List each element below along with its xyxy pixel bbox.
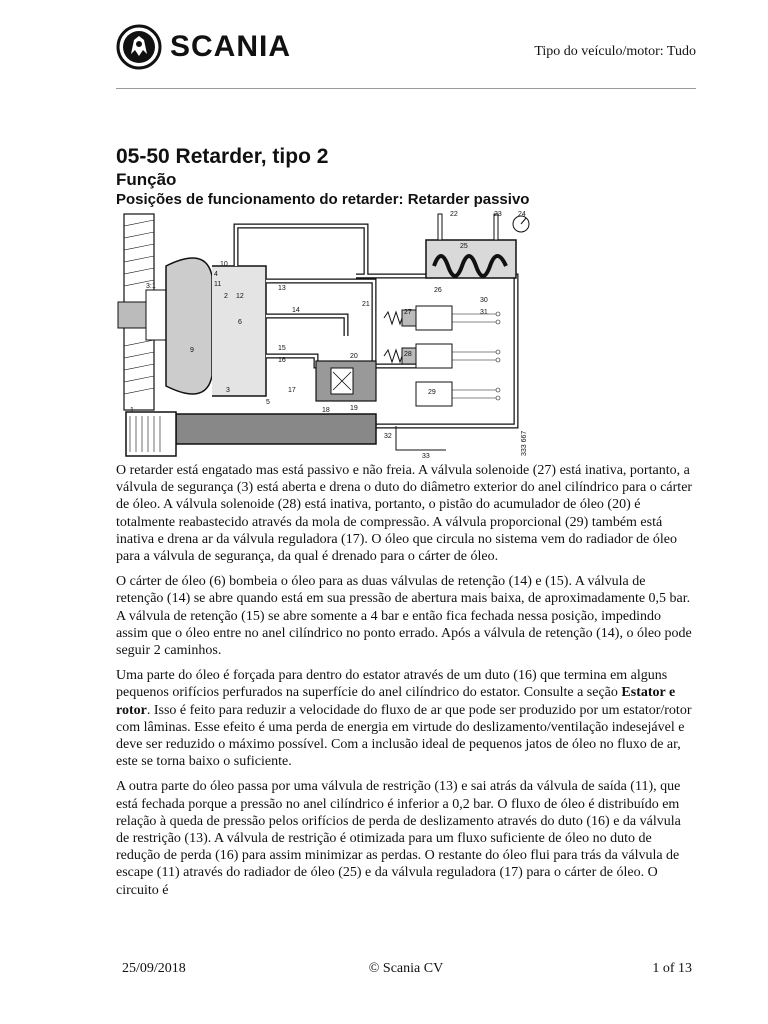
- svg-text:30: 30: [480, 297, 488, 304]
- paragraph-2: O cárter de óleo (6) bombeia o óleo para as duas válvulas de retenção (14) e (15). A válvula de retenção (14) se abre quando está em sua pressão de abertura mais baixa, de aproximadamente 0,5 bar. A válvula de retenção (15) se abre somente a 4 bar e então fica fechada nessa posição, impedindo assim que o óleo entre no anel cilíndrico no ponto errado. Após a válvula de retenção (14), o óleo pode seguir 2 caminhos.: [116, 574, 692, 659]
- section-reference: Estator e rotor: [116, 685, 676, 718]
- page-subtitle: Função: [116, 170, 177, 189]
- svg-text:2: 2: [224, 293, 228, 300]
- svg-text:10: 10: [220, 261, 228, 268]
- svg-text:19: 19: [350, 405, 358, 412]
- ratio-label: 3:1: [146, 283, 156, 290]
- body-text: [116, 462, 696, 907]
- footer-copyright: © Scania CV: [368, 961, 444, 976]
- svg-text:16: 16: [278, 357, 286, 364]
- svg-text:24: 24: [518, 211, 526, 218]
- paragraph-4: A outra parte do óleo passa por uma válvula de restrição (13) e sai atrás da válvula de saída (11), que está fechada porque a pressão no anel cilíndrico é inferior a 0,2 bar. O fluxo de óleo é distribuído em relação à queda de pressão pelos orifícios de perda de deslizamento através do duto (16) e da válvula de restrição (13). A válvula de restrição é otimizada para um fluxo suficiente de óleo no duto de redução de perda (16) para assim minimizar as perdas. O restante do óleo flui para trás da válvula de escape (11) através do radiador de óleo (25) e da válvula reguladora (17) para o cárter de óleo. O circuito é: [116, 779, 681, 898]
- svg-text:25: 25: [460, 243, 468, 250]
- header-divider: [116, 88, 696, 89]
- page-title: 05-50 Retarder, tipo 2: [116, 145, 329, 168]
- svg-text:6: 6: [238, 319, 242, 326]
- section-title: Posições de funcionamento do retarder: Retarder passivo: [116, 191, 530, 208]
- footer-date: 25/09/2018: [122, 961, 186, 976]
- scania-logo: [116, 24, 291, 70]
- svg-text:21: 21: [362, 301, 370, 308]
- svg-text:18: 18: [322, 407, 330, 414]
- svg-text:15: 15: [278, 345, 286, 352]
- svg-text:14: 14: [292, 307, 300, 314]
- svg-text:20: 20: [350, 353, 358, 360]
- svg-text:33: 33: [422, 453, 430, 460]
- page-header: [116, 18, 696, 90]
- title-block: [116, 144, 529, 210]
- svg-text:13: 13: [278, 285, 286, 292]
- retarder-diagram: [116, 206, 536, 460]
- svg-text:5: 5: [266, 399, 270, 406]
- svg-text:26: 26: [434, 287, 442, 294]
- vehicle-type-text: Tipo do veículo/motor: Tudo: [534, 44, 696, 59]
- svg-text:3: 3: [226, 387, 230, 394]
- svg-text:1: 1: [130, 407, 134, 414]
- svg-text:4: 4: [214, 271, 218, 278]
- svg-text:17: 17: [288, 387, 296, 394]
- svg-text:22: 22: [450, 211, 458, 218]
- svg-text:27: 27: [404, 309, 412, 316]
- svg-text:12: 12: [236, 293, 244, 300]
- figure-code: 333 667: [521, 430, 528, 456]
- svg-text:29: 29: [428, 389, 436, 396]
- page-number: 1 of 13: [652, 961, 692, 976]
- paragraph-3: Uma parte do óleo é forçada para dentro do estator através de um duto (16) que termina em alguns pequenos orifícios perfurados na superfície do anel cilíndrico do estator. Consulte a seção Estator e rotor. Isso é feito para reduzir a velocidade do fluxo de ar que pode ser produzido por um estator/rotor com lâminas. Esse efeito é uma perda de energia em virtude do deslizamento/ventilação indesejável e deve ser reduzido o máximo possível. Com a inclusão ideal de pequenos jatos de óleo no fluxo de ar, este se torna baixo o suficiente.: [116, 668, 692, 770]
- paragraph-1: O retarder está engatado mas está passivo e não freia. A válvula solenoide (27) está inativa, portanto, a válvula de segurança (3) está aberta e drena o duto do diâmetro exterior do anel cilíndrico para o cárter de óleo. A válvula solenoide (28) está inativa, portanto, o pistão do acumulador de óleo (20) é totalmente reabastecido através da mola de compressão. A válvula proporcional (29) também está inativa e drena ar da válvula reguladora (17). O óleo que circula no sistema vem do radiador de óleo para a válvula de segurança, da qual é drenado para o cárter de óleo.: [116, 463, 693, 565]
- svg-text:32: 32: [384, 433, 392, 440]
- svg-text:23: 23: [494, 211, 502, 218]
- svg-text:9: 9: [190, 347, 194, 354]
- griffin-emblem-icon: [116, 24, 162, 70]
- svg-text:11: 11: [214, 281, 222, 288]
- svg-text:31: 31: [480, 309, 488, 316]
- svg-text:28: 28: [404, 351, 412, 358]
- brand-wordmark: SCANIA: [170, 30, 292, 63]
